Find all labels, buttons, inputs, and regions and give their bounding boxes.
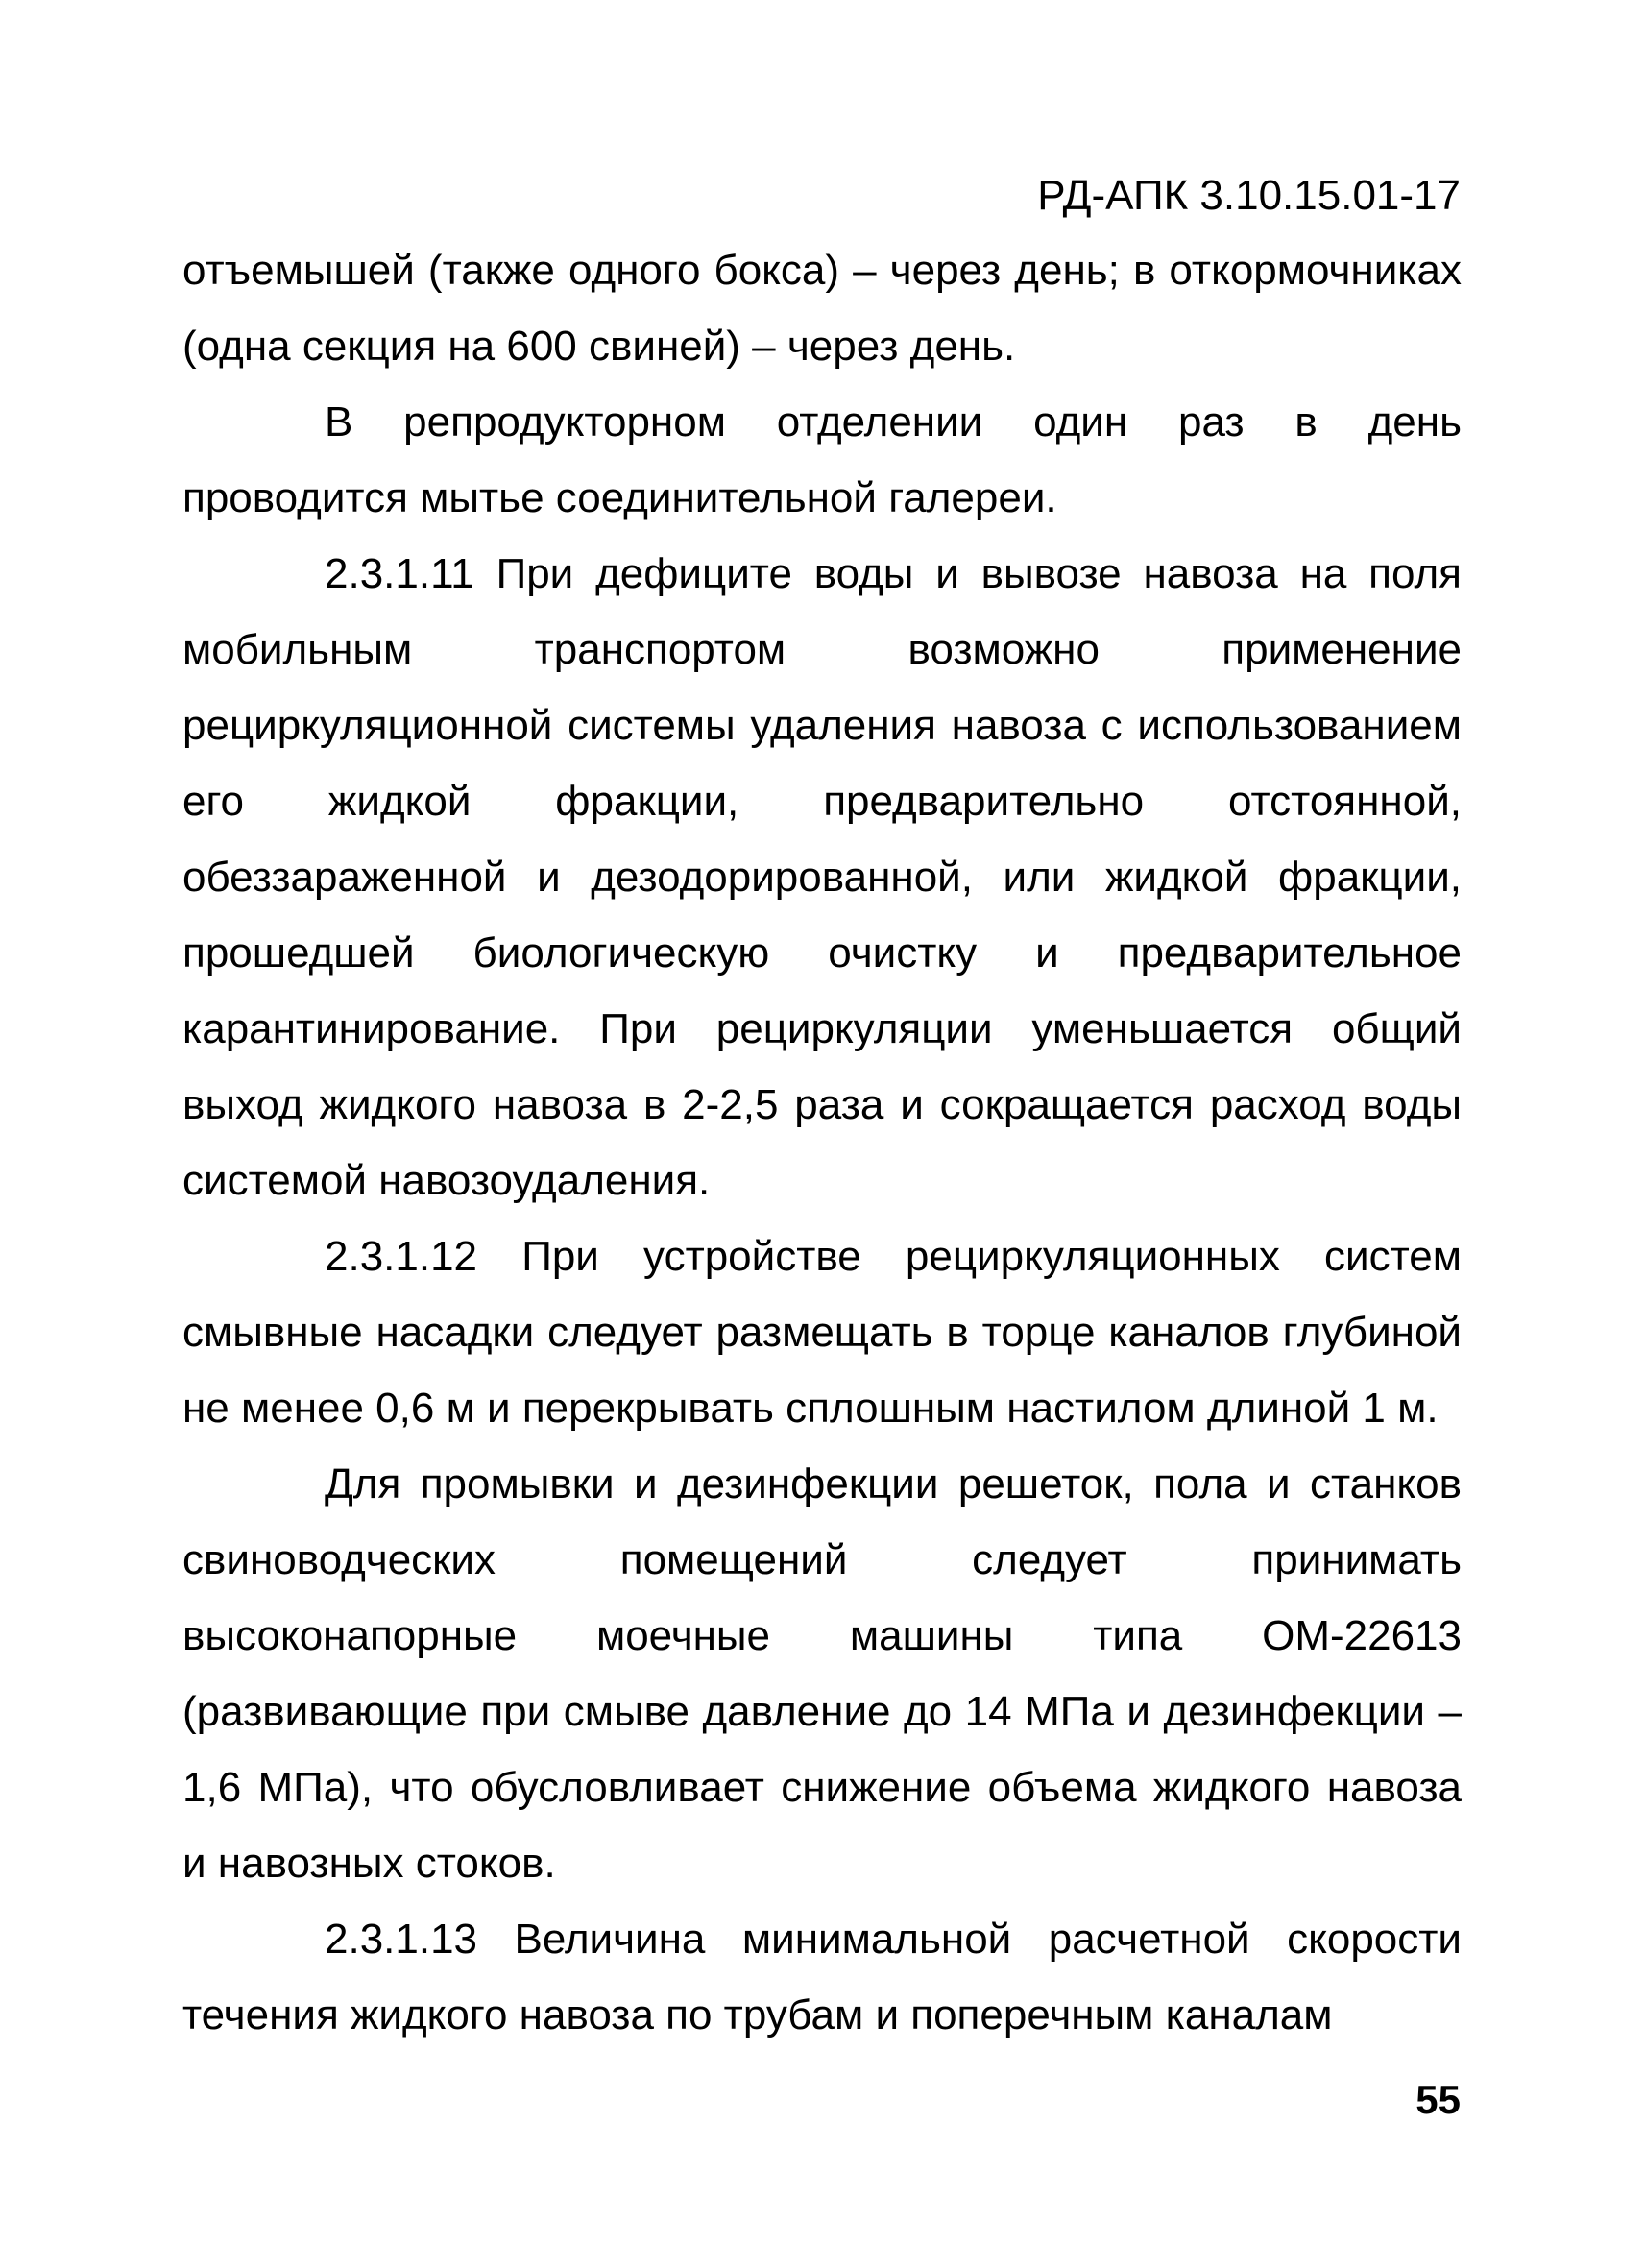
page-number: 55 (1415, 2077, 1461, 2122)
paragraph-2-3-1-12: 2.3.1.12 При устройстве рециркуляционных систем смывные насадки следует размещать в торце каналов глубиной не менее 0,6 м и перекрывать сплошным настилом длиной 1 м. (182, 1233, 1462, 1432)
paragraph-washing-machines: Для промывки и дезинфекции решеток, пола и станков свиноводческих помещений следует принимать высоконапорные моечные машины типа ОМ-22613 (развивающие при смыве давление до 14 МПа и дезинфекции – 1,6 МПа), что обусловливает снижение объема жидкого навоза и навозных стоков. (182, 1460, 1462, 1887)
paragraph-reproductor-department: В репродукторном отделении один раз в день проводится мытье соединительной галереи. (182, 398, 1462, 521)
paragraph-2-3-1-11: 2.3.1.11 При дефиците воды и вывозе навоза на поля мобильным транспортом возможно применение рециркуляционной системы удаления навоза с использованием его жидкой фракции, предварительно отстоянной, обеззараженной и дезодорированной, или жидкой фракции, прошедшей биологическую очистку и предварительное карантинирование. При рециркуляции уменьшается общий выход жидкого навоза в 2-2,5 раза и сокращается расход воды системой навозоудаления. (182, 550, 1462, 1204)
document-code: РД-АПК 3.10.15.01-17 (1037, 172, 1461, 219)
paragraph-continuation: отъемышей (также одного бокса) – через день; в откормочниках (одна секция на 600 свиней) – через день. (182, 247, 1462, 370)
body-text (182, 232, 1462, 2053)
paragraph-2-3-1-13: 2.3.1.13 Величина минимальной расчетной скорости течения жидкого навоза по трубам и поперечным каналам (182, 1916, 1462, 2039)
